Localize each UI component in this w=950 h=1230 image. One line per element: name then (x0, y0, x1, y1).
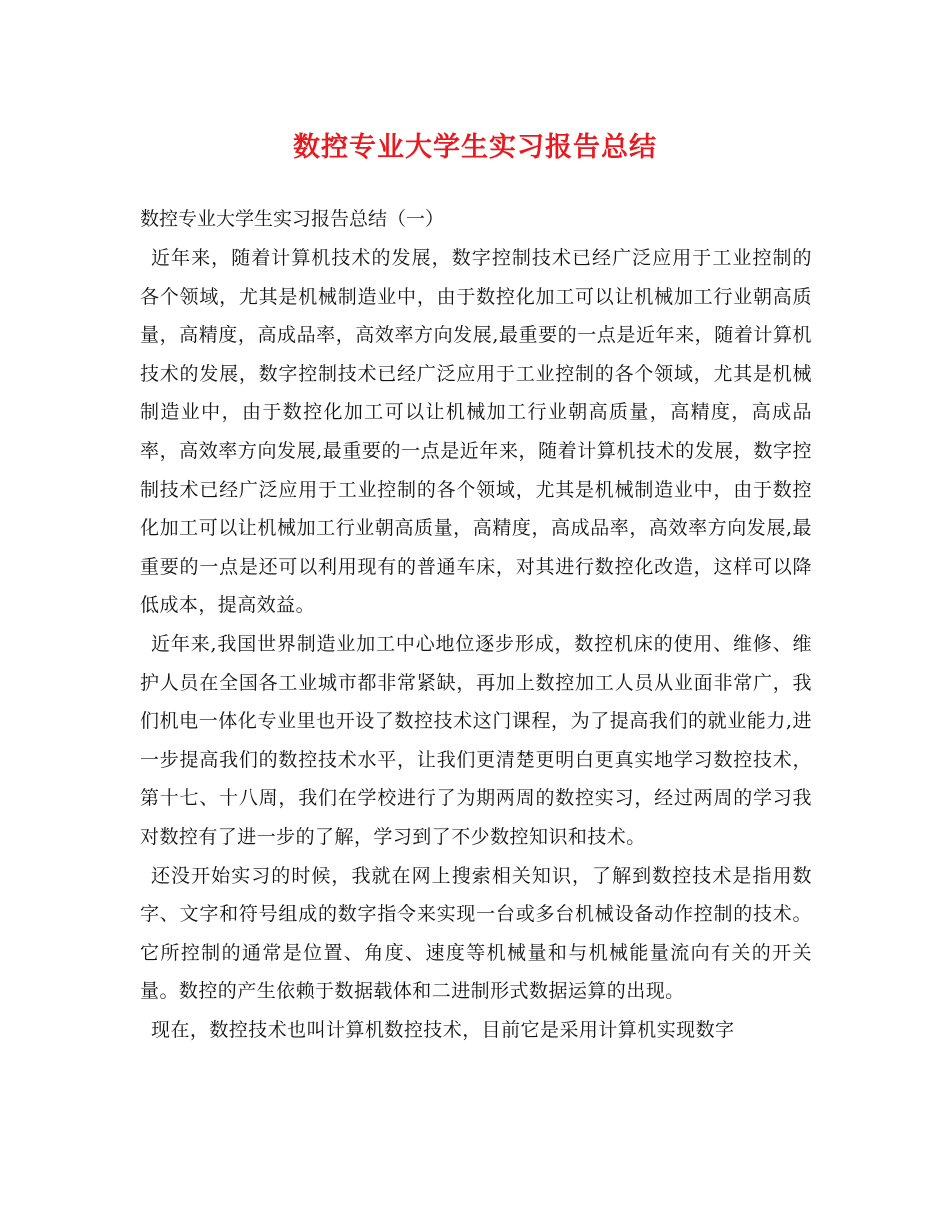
document-title: 数控专业大学生实习报告总结 (293, 132, 657, 163)
paragraph-3: 还没开始实习的时候，我就在网上搜索相关知识，了解到数控技术是指用数字、文字和符号组成的数字指令来实现一台或多台机械设备动作控制的技术。它所控制的通常是位置、角度、速度等机械量和与机械能量流向有关的开关量。数控的产生依赖于数据载体和二进制形式数据运算的出现。 (140, 864, 812, 1003)
paragraph-1: 近年来，随着计算机技术的发展，数字控制技术已经广泛应用于工业控制的各个领域，尤其是机械制造业中，由于数控化加工可以让机械加工行业朝高质量，高精度，高成品率，高效率方向发展,最重要的一点是近年来，随着计算机技术的发展，数字控制技术已经广泛应用于工业控制的各个领域，尤其是机械制造业中，由于数控化加工可以让机械加工行业朝高质量，高精度，高成品率，高效率方向发展,最重要的一点是近年来，随着计算机技术的发展，数字控制技术已经广泛应用于工业控制的各个领域，尤其是机械制造业中，由于数控化加工可以让机械加工行业朝高质量，高精度，高成品率，高效率方向发展,最重要的一点是还可以利用现有的普通车床，对其进行数控化改造，这样可以降低成本，提高效益。 (140, 247, 812, 617)
section-heading: 数控专业大学生实习报告总结（一） (140, 208, 445, 230)
document-body (140, 199, 812, 1049)
paragraph-2: 近年来,我国世界制造业加工中心地位逐步形成，数控机床的使用、维修、维护人员在全国各工业城市都非常紧缺，再加上数控加工人员从业面非常广，我们机电一体化专业里也开设了数控技术这门课程，为了提高我们的就业能力,进一步提高我们的数控技术水平，让我们更清楚更明白更真实地学习数控技术，第十七、十八周，我们在学校进行了为期两周的数控实习，经过两周的学习我对数控有了进一步的了解，学习到了不少数控知识和技术。 (140, 632, 812, 848)
paragraph-4: 现在，数控技术也叫计算机数控技术，目前它是采用计算机实现数字 (151, 1018, 735, 1041)
